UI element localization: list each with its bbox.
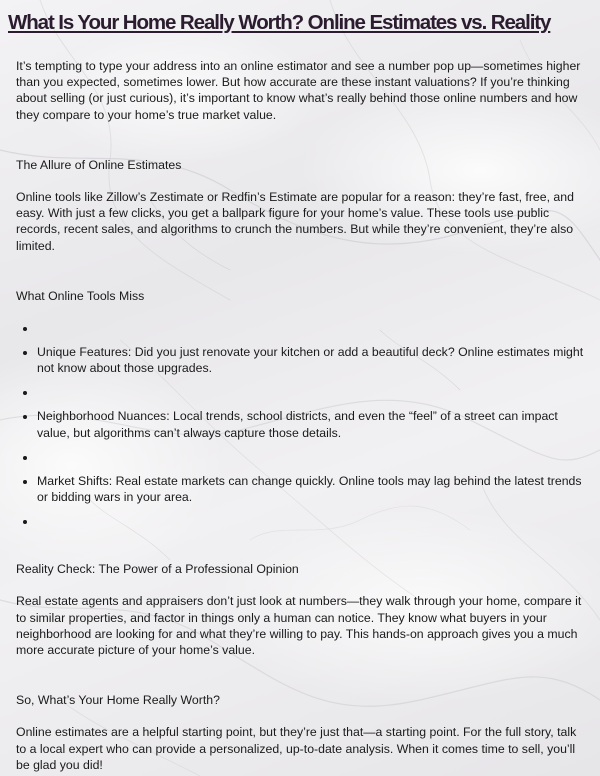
section-heading-reality-check: Reality Check: The Power of a Professional Opinion [16,562,299,577]
list-item-unique-features: • Unique Features: Did you just renovate your kitchen or add a beautiful deck? Online estimates might not know about those upgrades. [37,344,586,376]
page-title: What Is Your Home Really Worth? Online Estimates vs. Reality [8,11,551,34]
list-item-empty [37,513,586,529]
article-body [16,58,586,773]
bullet-list-what-tools-miss [16,320,586,529]
list-item-empty [37,384,586,400]
section-body-home-worth: Online estimates are a helpful starting point, but they’re just that—a starting point. For the full story, talk to a local expert who can provide a personalized, up-to-date analysis. When it comes time to sell, you’ll be glad you did! [16,725,577,772]
section-heading-allure: The Allure of Online Estimates [16,157,182,172]
list-item-neighborhood-nuances: • Neighborhood Nuances: Local trends, school districts, and even the “feel” of a street can impact value, but algorithms can’t always capture those details. [37,408,586,440]
section-heading-home-worth: So, What’s Your Home Really Worth? [16,693,220,708]
section-body-allure: Online tools like Zillow’s Zestimate or Redfin’s Estimate are popular for a reason: they’re fast, free, and easy. With just a few clicks, you get a ballpark figure for your home’s value. These tools use public records, recent sales, and algorithms to crunch the numbers. But while they’re convenient, they’re also limited. [16,190,574,253]
list-item-empty [37,449,586,465]
section-heading-what-tools-miss: What Online Tools Miss [16,288,145,303]
list-item-empty [37,320,586,336]
intro-paragraph: It’s tempting to type your address into an online estimator and see a number pop up—sometimes higher than you expected, sometimes lower. But how accurate are these instant valuations? If you’re thinking about selling (or just curious), it’s important to know what’s really behind those online numbers and how they compare to your home’s true market value. [16,59,581,122]
list-item-market-shifts: • Market Shifts: Real estate markets can change quickly. Online tools may lag behind the latest trends or bidding wars in your area. [37,473,586,505]
section-body-reality-check: Real estate agents and appraisers don’t just look at numbers—they walk through your home, compare it to similar properties, and factor in things only a human can notice. They know what buyers in your neighborhood are looking for and what they’re willing to pay. This hands-on approach gives you a much more accurate picture of your home’s value. [16,594,582,658]
